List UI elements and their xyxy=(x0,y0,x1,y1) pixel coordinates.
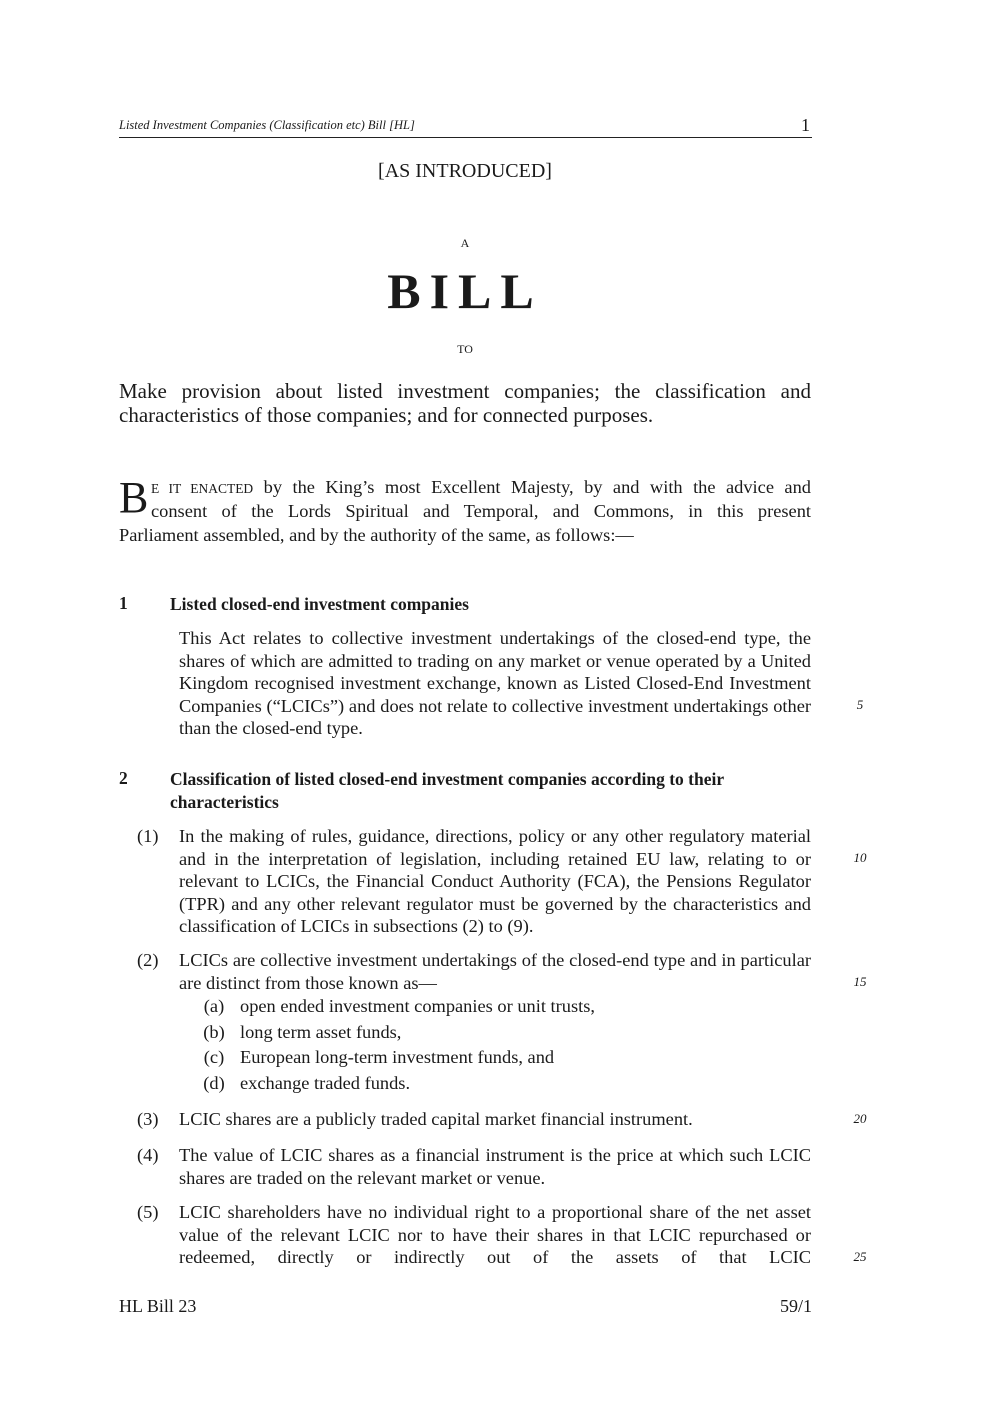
margin-line-number: 10 xyxy=(853,850,867,865)
section-2-heading: Classification of listed closed-end investment companies according to their characteristics xyxy=(170,769,724,812)
subsection-4-text: The value of LCIC shares as a financial instrument is the price at which such LCIC shares are traded on the relevant market or venue. xyxy=(179,1145,811,1188)
enacting-line-1-rest: by the King’s most Excellent Majesty, by and with the advice and xyxy=(253,477,811,497)
drop-cap: B xyxy=(119,473,149,522)
subsection-5-text: LCIC shareholders have no individual right to a proportional share of the net asset value of the relevant LCIC nor to have their shares in that LCIC repurchased or redeemed, directly or indirectly out of the assets of that LCIC xyxy=(179,1202,811,1267)
subsection-1-text: In the making of rules, guidance, directions, policy or any other regulatory material and in the interpretation of legislation, including retained EU law, relating to or relevant to LCICs, the Financial Conduct Authority (FCA), the Pensions Regulator (TPR) and any other relevant regulator must be governed by the characteristics and classification of LCICs in subsections (2) to (9). xyxy=(179,826,811,936)
enacting-line-2: consent of the Lords Spiritual and Temporal, and Commons, in this present xyxy=(151,501,811,522)
footer-print-reference: 59/1 xyxy=(779,1296,812,1316)
subsection-4-number: (4) xyxy=(137,1145,159,1165)
margin-line-number: 20 xyxy=(853,1111,867,1126)
list-item-a-letter: (a) xyxy=(203,996,225,1016)
list-item-b-text: long term asset funds, xyxy=(240,1022,402,1042)
bill-status: [AS INTRODUCED] xyxy=(378,160,552,182)
subsection-1-number: (1) xyxy=(137,826,159,846)
a-label: A xyxy=(460,236,470,250)
subsection-2-number: (2) xyxy=(137,950,159,970)
enacting-line-1 xyxy=(119,476,811,500)
list-item-b-letter: (b) xyxy=(203,1022,225,1042)
bill-title: BILL xyxy=(387,263,543,319)
list-item-c-letter: (c) xyxy=(203,1047,225,1067)
running-title: Listed Investment Companies (Classification etc) Bill [HL] xyxy=(119,118,415,132)
list-item-d-letter: (d) xyxy=(203,1073,225,1093)
margin-line-number: 25 xyxy=(853,1249,867,1264)
subsection-3-number: (3) xyxy=(137,1109,159,1129)
header-rule xyxy=(119,137,812,138)
enacting-formula xyxy=(119,473,811,547)
margin-line-number: 5 xyxy=(856,697,864,712)
page-number: 1 xyxy=(801,115,810,135)
list-item-d-text: exchange traded funds. xyxy=(240,1073,411,1093)
section-1-heading: Listed closed-end investment companies xyxy=(170,594,469,614)
list-item-c-text: European long-term investment funds, and xyxy=(240,1047,555,1067)
section-1-text: This Act relates to collective investment undertakings of the closed-end type, the shares of which are admitted to trading on any market or venue operated by a United Kingdom recognised investment exchange, known as Listed Closed-End Investment Companies (“LCICs”) and does not relate to collective investment undertakings other than the closed-end type. xyxy=(179,628,811,738)
enacting-line-3: Parliament assembled, and by the authority of the same, as follows:— xyxy=(119,524,634,545)
section-1-number: 1 xyxy=(119,593,128,613)
long-title: Make provision about listed investment companies; the classification and characteristics of those companies; and for connected purposes. xyxy=(119,379,811,427)
list-item-a-text: open ended investment companies or unit trusts, xyxy=(240,996,595,1016)
margin-line-number: 15 xyxy=(853,974,867,989)
section-2-number: 2 xyxy=(119,768,128,788)
footer-bill-reference: HL Bill 23 xyxy=(119,1296,197,1316)
subsection-3-text: LCIC shares are a publicly traded capital market financial instrument. xyxy=(179,1109,693,1129)
enacting-small-caps: E IT ENACTED xyxy=(151,481,254,496)
subsection-2-text: LCICs are collective investment undertakings of the closed-end type and in particular are distinct from those known as— xyxy=(179,950,811,993)
subsection-5-number: (5) xyxy=(137,1202,159,1222)
to-label: TO xyxy=(457,342,473,356)
